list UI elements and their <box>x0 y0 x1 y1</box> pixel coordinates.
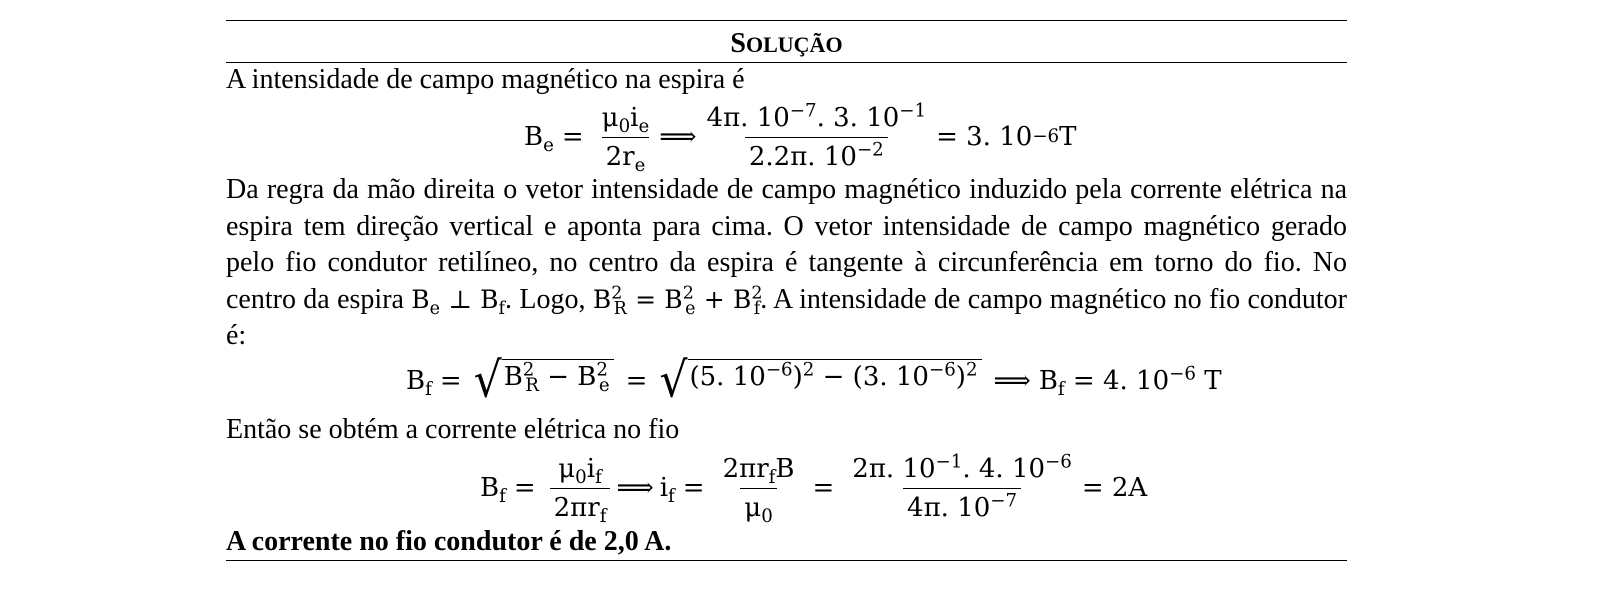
fraction-mu-i-over-2pir: $\frac{\mu_0i_f}{2\pi r_f}$ <box>550 453 611 524</box>
sqrt-numeric: √ (5. $10^{-6})^2 - (3$. $10^{-6})^2$ <box>659 359 981 403</box>
fraction-numeric-current: $\frac{2\pi. 10^{-1}. 4. 10^{-6}}{4\pi. 10^{-7}}$ <box>852 450 1072 523</box>
intro2-text: Então se obtém a corrente elétrica no fio <box>226 414 680 445</box>
fraction-2pirB-over-mu: $\frac{2\pi r_fB}{\mu_0}$ <box>722 453 795 527</box>
section-title: SOLUÇÃO <box>730 28 843 59</box>
fraction-mu-i-over-2r: $\frac{\mu_0i_e}{2r_e}$ <box>601 102 650 176</box>
conclusion-text: A corrente no fio condutor é de 2,0 A. <box>226 526 672 557</box>
sqrt-symbolic: √ $B^2_R - B^2_e$ <box>474 359 614 403</box>
equation-field-wire: $B_f$ = √ $B^2_R - B^2_e$ = √ (5. $10^{-6})^2 - (3$. $10^{-6})^2$ ⟹ $B_f = 4$. $10^{-6}$ T <box>406 352 1222 409</box>
explanation-paragraph: Da regra da mão direita o vetor intensidade de campo magnético induzido pela corrente elétrica na espira tem direção vertical e aponta para cima. O vetor intensidade de campo magnético gerado pelo fio condutor retilíneo, no centro da espira é tangente à circunferência em torno do fio. No centro da espira $B_e$ ⊥ $B_f$. Logo, $B^2_R = B^2_e + B^2_f$. A intensidade de campo magnético no fio condutor é: <box>226 174 1348 351</box>
equation-current: $B_f$ = $\frac{\mu_0i_f}{2\pi r_f}$ ⟹ $i_f$ = $\frac{2\pi r_fB}{\mu_0}$ = $\frac{2\pi. 10^{-1}. 4. 10^{-6}}{4\pi. 10^{-7}}$ = 2A <box>480 450 1148 527</box>
bottom-rule <box>226 560 1347 561</box>
fraction-numeric: $\frac{4\pi. 10^{-7}. 3. 10^{-1}}{2.2\pi. 10^{-2}}$ <box>706 99 927 172</box>
intro-text: A intensidade de campo magnético na espira é <box>226 64 745 95</box>
top-rule <box>226 20 1347 21</box>
equation-field-loop: $B_e$ = $\frac{\mu_0i_e}{2r_e}$ ⟹ $\frac{4\pi. 10^{-7}. 3. 10^{-1}}{2.2\pi. 10^{-2}}$ = 3. 10 −6 T <box>524 99 1077 176</box>
